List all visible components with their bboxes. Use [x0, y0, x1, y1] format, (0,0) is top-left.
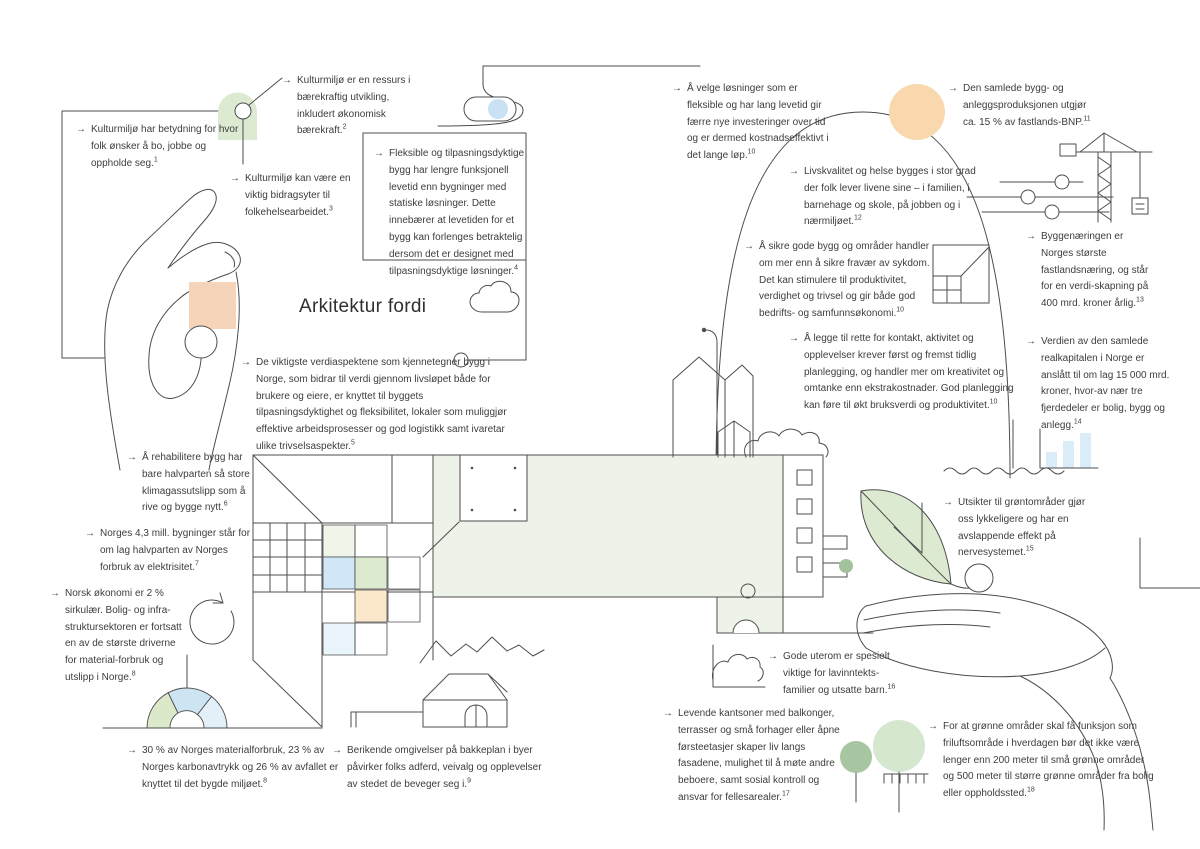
note-body: Kulturmiljø kan være en viktig bidragsyter til folkehelsearbeidet. [245, 173, 351, 218]
bush-icon [745, 429, 828, 457]
note-fleksible-bygg [374, 146, 526, 280]
arrow-icon: → [50, 588, 60, 599]
footnote-ref: 5 [351, 439, 355, 447]
green-dot [839, 559, 853, 573]
note-byggenaeringen [1026, 229, 1150, 313]
arrow-icon: → [1026, 231, 1036, 242]
note-body: Å legge til rette for kontakt, aktivitet og opplevelser krever først og fremst tidlig planlegging, og handler mer om kreativitet og omtanke enn ekstrakostnader. God planlegging kan føre til økt bruksverdi og produktivitet. [804, 333, 1014, 412]
pinching-hand-icon [105, 189, 241, 470]
recycle-arrow-icon [190, 593, 234, 644]
note-body: 30 % av Norges materialforbruk, 23 % av Norges karbonavtrykk og 26 % av avfallet er knyttet til det bygde miljøet. [142, 745, 339, 790]
footnote-ref: 15 [1025, 546, 1034, 554]
arrow-icon: → [332, 745, 342, 756]
note-legge-til-rette [789, 331, 1018, 415]
note-text [65, 586, 182, 687]
toggle-knob [488, 99, 508, 119]
footnote-ref: 18 [1026, 786, 1035, 794]
facade-building-icon [783, 455, 853, 597]
thumb-circle [965, 564, 993, 592]
footnote-ref: 10 [896, 306, 905, 314]
note-text [759, 239, 938, 323]
note-livskvalitet-helse [789, 164, 981, 231]
cell-orange [355, 590, 387, 622]
note-norsk-okonomi [50, 586, 182, 687]
note-text [389, 146, 526, 280]
trees-and-ruler-icon [840, 720, 928, 812]
note-text [297, 73, 424, 140]
cell-green [355, 557, 387, 589]
note-body: Utsikter til grøntområder gjør oss lykkeligere og har en avslappende effekt på nervesystemet. [958, 497, 1086, 559]
cell-pale-blue [323, 623, 355, 655]
hook-and-toggle [438, 66, 700, 126]
arrow-icon: → [1026, 336, 1036, 347]
note-text [943, 719, 1157, 803]
mountains-icon [420, 637, 544, 663]
arrow-icon: → [789, 333, 799, 344]
note-text [256, 355, 513, 456]
note-gode-uterom [768, 649, 910, 699]
note-body: Kulturmiljø er en ressurs i bærekraftig utvikling, inkludert økonomisk bærekraft. [297, 75, 411, 137]
note-body: Den samlede bygg- og anleggsproduksjonen utgjør ca. 15 % av fastlands-BNP. [963, 83, 1087, 128]
note-utsikter-gront [943, 495, 1097, 562]
small-house-icon [718, 421, 750, 457]
note-body: Levende kantsoner med balkonger, terrasser og små forhager eller åpne førsteetasjer skaper liv langs fasadene, mulighet til å møte andre beboere, samt sosial kontroll og ansvar for fellesarealer. [678, 708, 840, 803]
footnote-ref: 10 [747, 148, 756, 156]
note-body: Norges 4,3 mill. bygninger står for om lag halvparten av Norges forbruk av elektrisitet. [100, 528, 251, 573]
arrow-icon: → [744, 241, 754, 252]
note-samlede-produksjon [948, 81, 1097, 131]
note-body: Å sikre gode bygg og områder handler om mer enn å sikre fravær av sykdom. Det kan stimulere til produktivitet, verdighet og trivsel og gir både god bedrifts- og samfunnsøkonomi. [759, 241, 930, 320]
arrow-icon: → [241, 357, 251, 368]
peach-square [189, 282, 236, 329]
cloud-icon [470, 281, 519, 312]
footnote-ref: 3 [328, 205, 333, 213]
footnote-ref: 1 [153, 156, 158, 164]
footnote-ref: 10 [989, 398, 998, 406]
footnote-ref: 8 [263, 777, 268, 785]
note-body: Å velge løsninger som er fleksible og har lang levetid gir færre nye investeringer over tid og er dermed kostnadseffektivt i det lange løp. [687, 83, 829, 162]
note-kulturmiljo-bidragsyter [230, 171, 354, 221]
streetlamp-icon [702, 328, 717, 455]
note-body: Verdien av den samlede realkapitalen i Norge er anslått til om lag 15 000 mrd. kroner, hvor-av nær tre fjerdedeler er bolig, bygg og anlegg. [1041, 336, 1170, 431]
floorplan-square-icon [933, 245, 989, 303]
footnote-ref: 6 [223, 501, 228, 509]
note-text [804, 164, 981, 231]
arrow-icon: → [127, 745, 137, 756]
arrow-icon: → [230, 173, 240, 184]
arrow-icon: → [374, 148, 384, 159]
note-body: Byggenæringen er Norges største fastlandsnæring, og står for en verdi-skapning på 400 mrd. kroner årlig. [1041, 231, 1149, 310]
note-text [347, 743, 551, 793]
footnote-ref: 14 [1073, 418, 1082, 426]
note-kulturmiljo-ressurs [282, 73, 424, 140]
orange-circle [889, 84, 945, 140]
note-materialforbruk [127, 743, 341, 793]
note-text [142, 450, 261, 517]
note-body: De viktigste verdiaspektene som kjennetegner bygg i Norge, som bidrar til verdi gjennom livsløpet både for brukere og eiere, er knyttet til byggets tilpasningsdyktighet og fleksibilitet, lokaler som muliggjør effektive arbeidsprosesser og god logistikk samt ivaretar ulike trivselsaspekter. [256, 357, 507, 452]
arrow-icon: → [282, 75, 292, 86]
note-text [245, 171, 354, 221]
arrow-icon: → [672, 83, 682, 94]
note-text [783, 649, 910, 699]
bar-chart-icon [1040, 429, 1098, 468]
note-body: Berikende omgivelser på bakkeplan i byer påvirker folks adferd, veivalg og opplevelser av stedet de beveger seg i. [347, 745, 542, 790]
note-verdien-realkapital [1026, 334, 1170, 435]
note-gronne-omrader [928, 719, 1157, 803]
note-text [804, 331, 1018, 415]
note-verdiaspekter [241, 355, 513, 456]
note-text [100, 526, 259, 576]
arrow-icon: → [943, 497, 953, 508]
note-text [678, 706, 847, 807]
footnote-ref: 13 [1136, 296, 1144, 304]
connector-node [235, 103, 251, 119]
arrow-icon: → [948, 83, 958, 94]
dotted-square [460, 455, 527, 521]
corner-cloud-icon [712, 645, 765, 687]
cell-pale-green [323, 525, 355, 557]
arrow-icon: → [85, 528, 95, 539]
note-text [958, 495, 1097, 562]
page-title: Arkitektur fordi [299, 296, 427, 317]
arrow-icon: → [928, 721, 938, 732]
note-sikre-gode-bygg [744, 239, 938, 323]
note-text [1041, 229, 1150, 313]
footnote-ref: 7 [195, 560, 199, 568]
footnote-ref: 17 [781, 790, 790, 798]
construction-crane-icon [1060, 133, 1152, 222]
arrow-icon: → [789, 166, 799, 177]
note-levende-kantsoner [663, 706, 847, 807]
slider-lines [967, 175, 1113, 219]
note-text [1041, 334, 1170, 435]
note-body: For at grønne områder skal få funksjon som friluftsområde i hverdagen bør det ikke være lenger enn 200 meter til små grønne områder og 500 meter til større grønne områder fra bolig eller oppholdssted. [943, 721, 1154, 800]
note-velge-losninger [672, 81, 831, 165]
footnote-ref: 12 [854, 215, 862, 223]
arrow-icon: → [76, 124, 86, 135]
footnote-ref: 16 [887, 683, 896, 691]
note-body: Å rehabilitere bygg har bare halvparten så store klimagassutslipp som å rive og bygge nytt. [142, 452, 250, 514]
note-body: Norsk økonomi er 2 % sirkulær. Bolig- og infra-struktursektoren er fortsatt en av de største driverne for material-forbruk og utslipp i Norge. [65, 588, 182, 683]
note-text [142, 743, 341, 793]
note-text [687, 81, 831, 165]
arrow-icon: → [127, 452, 137, 463]
footnote-ref: 11 [1083, 115, 1091, 123]
note-text [91, 122, 240, 172]
note-body: Fleksible og tilpasningsdyktige bygg har lengre funksjonell levetid enn bygninger med statiske løsninger. Dette innebærer at levetiden for et bygg kan forlenges betraktelig dersom det er designet med tilpasningsdyktige løsninger. [389, 148, 525, 277]
note-rehabilitere [127, 450, 261, 517]
arrow-icon: → [768, 651, 778, 662]
note-berikende-omgivelser [332, 743, 551, 793]
ruler-icon [884, 774, 928, 783]
note-body: Kulturmiljø har betydning for hvor folk ønsker å bo, jobbe og oppholde seg. [91, 124, 239, 169]
footnote-ref: 4 [514, 264, 518, 272]
house-with-arch-icon [351, 674, 507, 727]
cell-light-blue [323, 557, 355, 589]
footnote-ref: 9 [467, 777, 471, 785]
note-bygninger-elektrisitet [85, 526, 259, 576]
note-body: Gode uterom er spesielt viktige for lavinntekts-familier og utsatte barn. [783, 651, 890, 696]
prism-building-icon [673, 357, 753, 457]
footnote-ref: 8 [131, 670, 136, 678]
note-text [963, 81, 1097, 131]
arrow-icon: → [663, 708, 673, 719]
note-kulturmiljo-betydning [76, 122, 240, 172]
footnote-ref: 2 [342, 124, 347, 132]
tree-light [873, 720, 925, 772]
note-body: Livskvalitet og helse bygges i stor grad der folk lever livene sine – i familien, i barnehage og skole, på jobben og i nærmiljøet. [804, 166, 976, 228]
